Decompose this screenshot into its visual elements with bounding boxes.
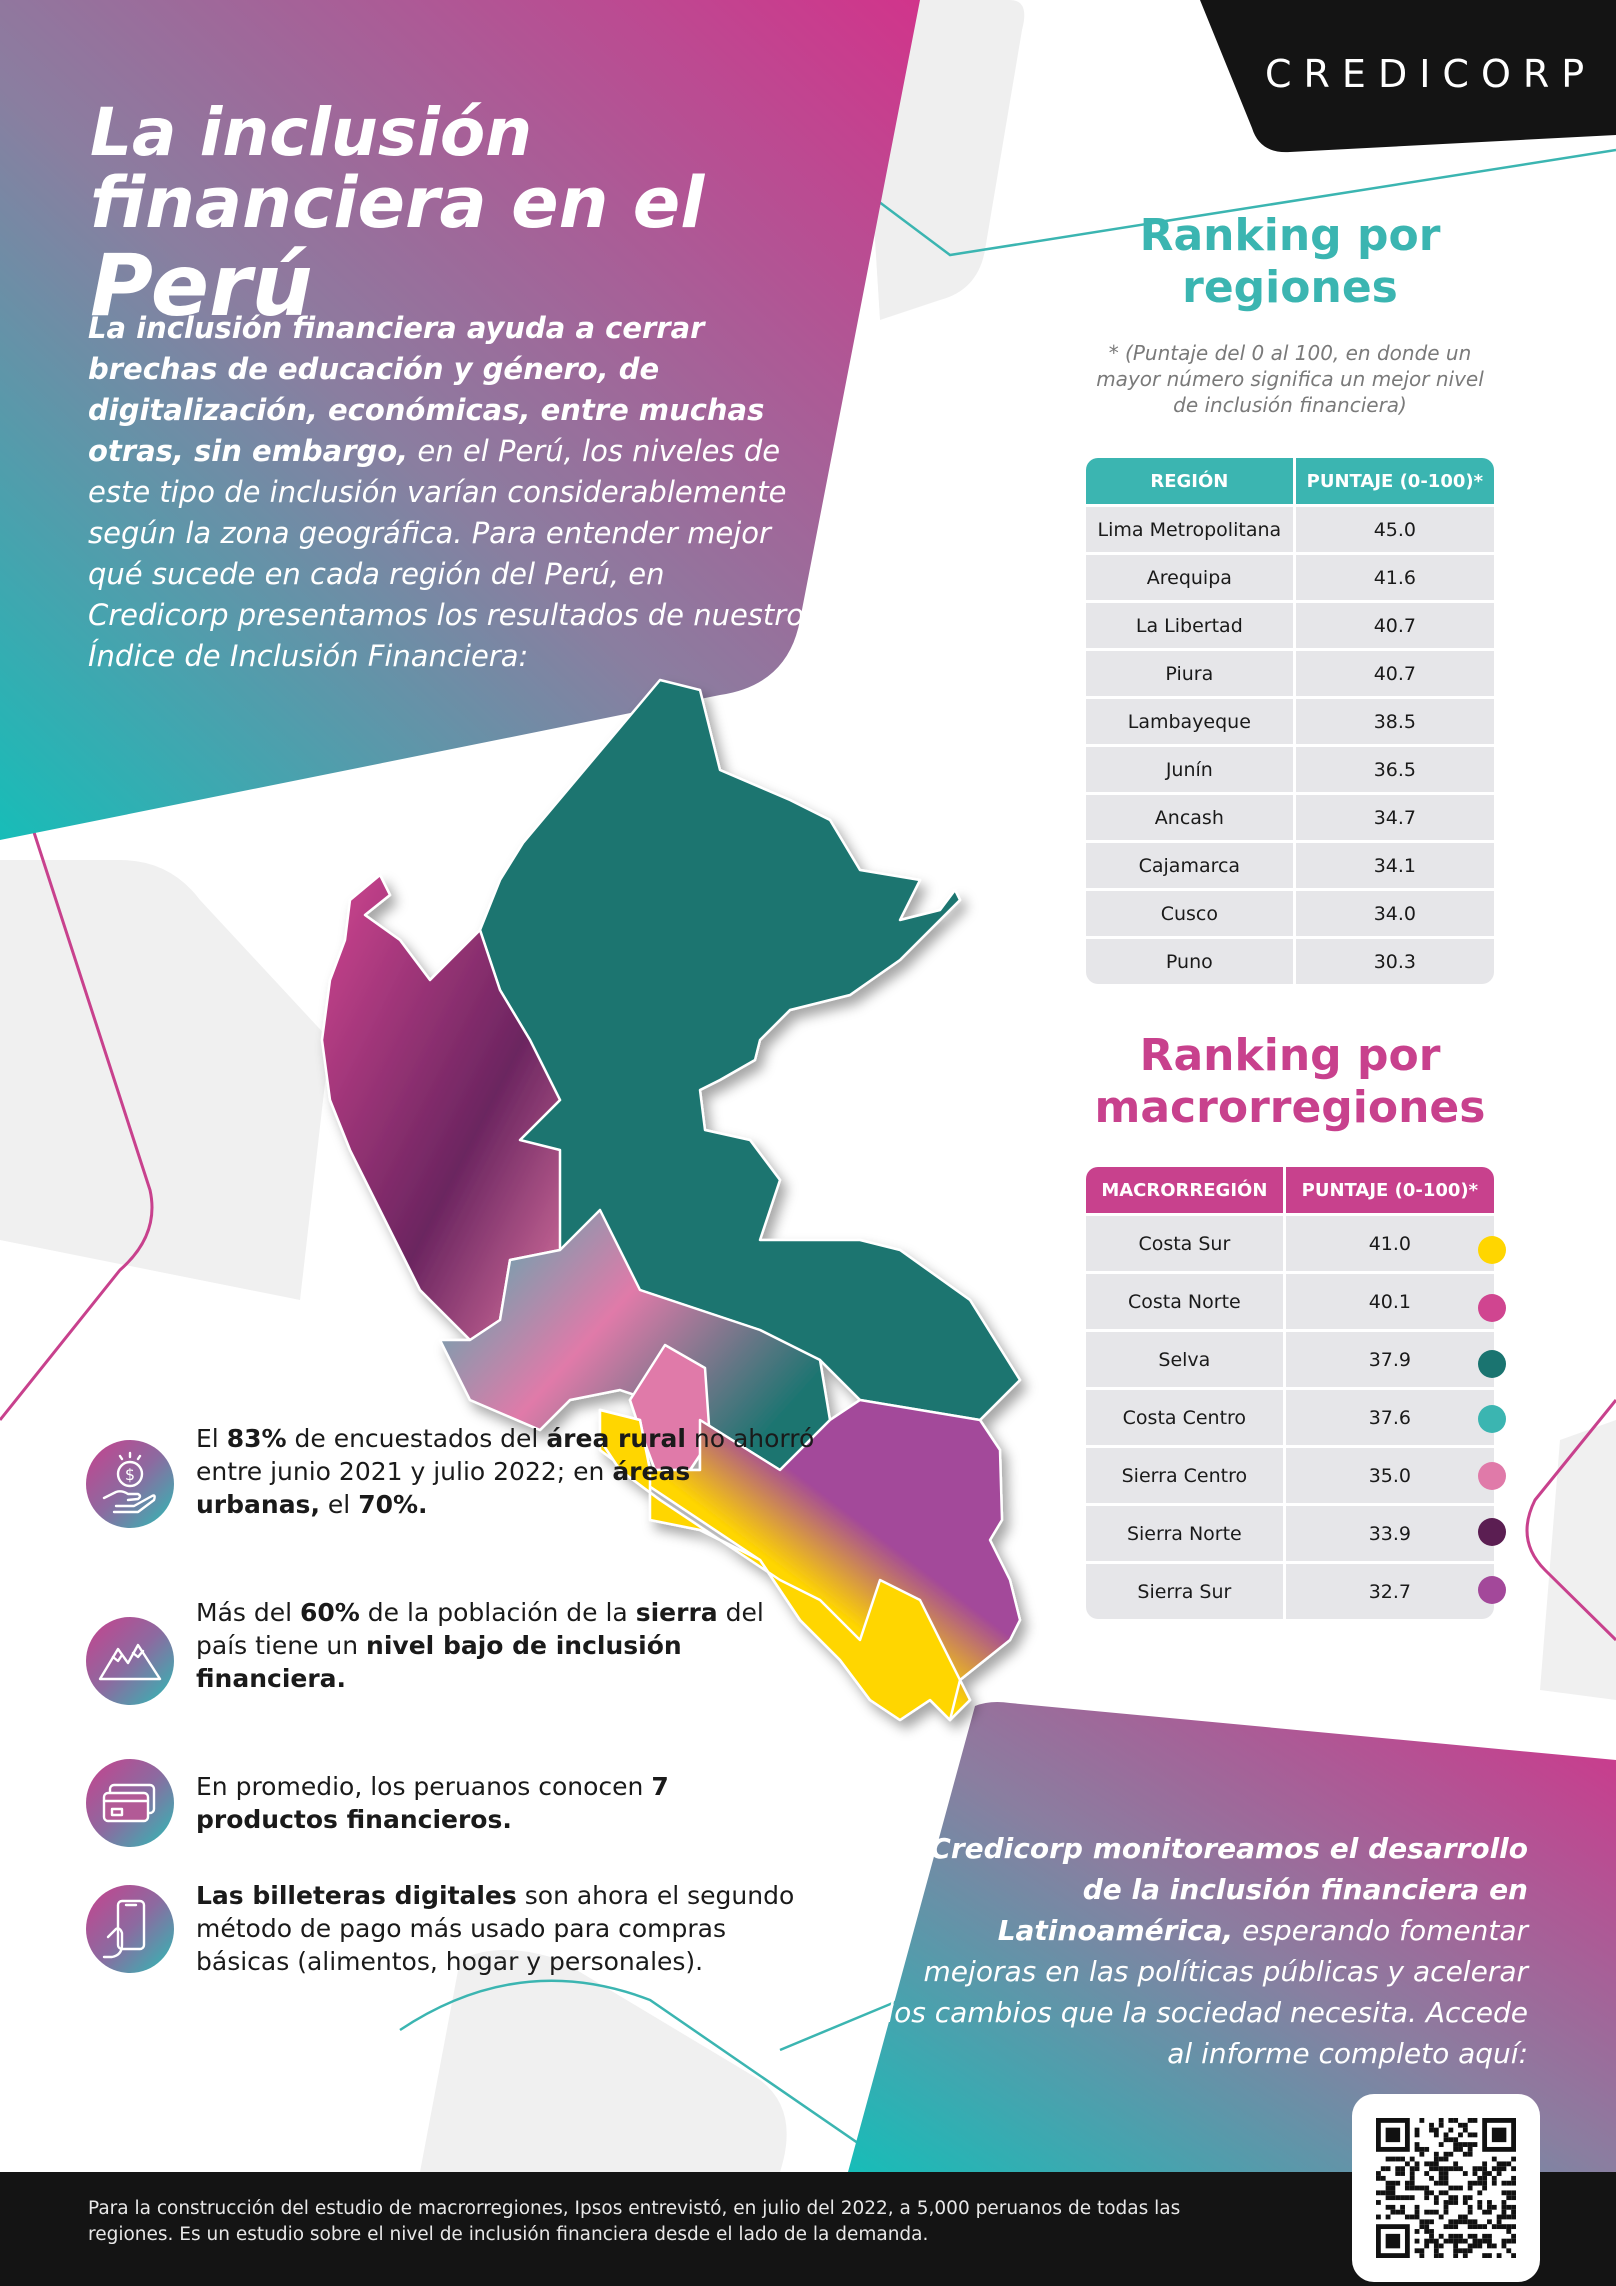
fact1-f: áreas urbanas, [196, 1457, 691, 1519]
table-row [1086, 840, 1494, 888]
table-row [1086, 696, 1494, 744]
macro-score: 41.0 [1286, 1213, 1494, 1271]
macro-score: 33.9 [1286, 1503, 1494, 1561]
fact2-d: sierra [635, 1598, 718, 1627]
region-name: Ancash [1086, 792, 1296, 840]
macro-score: 37.6 [1286, 1387, 1494, 1445]
macro-score: 32.7 [1286, 1561, 1494, 1619]
fact2-c: de la población de la [359, 1598, 636, 1627]
fact1-b: 83% [226, 1424, 287, 1453]
footer-note: Para la construcción del estudio de macrorregiones, Ipsos entrevistó, en julio del 2022, a 5,000 peruanos de todas las regiones. Es un estudio sobre el nivel de inclusión financiera desde el lado de la demanda. [88, 2198, 1181, 2245]
title-line-2 [90, 162, 890, 336]
fact1-h: 70%. [358, 1490, 428, 1519]
region-name: La Libertad [1086, 600, 1296, 648]
legend-dot-sierra-sur [1478, 1576, 1506, 1604]
table-row [1086, 1561, 1494, 1619]
regions-header-score: PUNTAJE (0-100)* [1296, 458, 1494, 504]
macro-name: Costa Centro [1086, 1387, 1286, 1445]
macro-name: Sierra Sur [1086, 1561, 1286, 1619]
table-row [1086, 1213, 1494, 1271]
macro-score: 35.0 [1286, 1445, 1494, 1503]
regions-table [1086, 458, 1494, 984]
fact-sierra-population [196, 1596, 816, 1695]
fact2-b: 60% [300, 1598, 360, 1627]
fact1-d: área rural [546, 1424, 686, 1453]
qr-code[interactable] [1352, 2094, 1540, 2282]
macro-score: 40.1 [1286, 1271, 1494, 1329]
qr-code-icon[interactable] [1376, 2118, 1516, 2258]
region-score: 36.5 [1296, 744, 1494, 792]
macro-name: Costa Norte [1086, 1271, 1286, 1329]
legend-dot-costa-centro [1478, 1405, 1506, 1433]
region-name: Junín [1086, 744, 1296, 792]
region-name: Cajamarca [1086, 840, 1296, 888]
region-name: Arequipa [1086, 552, 1296, 600]
monitor-normal: esperando fomentar mejoras en las políticas públicas y acelerar los cambios que la sociedad necesita. Accede al informe completo aquí: [886, 1914, 1528, 2070]
fact1-g: el [319, 1490, 359, 1519]
region-score: 34.0 [1296, 888, 1494, 936]
legend-dot-sierra-centro [1478, 1462, 1506, 1490]
monitor-paragraph [880, 1828, 1528, 2074]
macro-table [1086, 1167, 1494, 1619]
macro-name: Costa Sur [1086, 1213, 1286, 1271]
title-peru: Perú [90, 235, 313, 336]
legend-dot-costa-sur [1478, 1236, 1506, 1264]
legend-dot-sierra-norte [1478, 1518, 1506, 1546]
svg-text:$: $ [124, 1465, 136, 1484]
credit-card-icon [86, 1759, 174, 1847]
fact-financial-products [196, 1770, 816, 1836]
ranking-macro-title: Ranking por macrorregiones [1094, 1030, 1486, 1133]
peru-map [319, 680, 1020, 1720]
region-name: Puno [1086, 936, 1296, 984]
table-row [1086, 1445, 1494, 1503]
table-row [1086, 600, 1494, 648]
table-row [1086, 552, 1494, 600]
fact2-f: nivel bajo de inclusión financiera. [196, 1631, 682, 1693]
table-row [1086, 1387, 1494, 1445]
region-score: 38.5 [1296, 696, 1494, 744]
fact1-e: no ahorró entre junio 2021 y julio 2022; en [196, 1424, 815, 1486]
table-row [1086, 1503, 1494, 1561]
page-title [90, 94, 890, 336]
fact3-b: 7 productos financieros. [196, 1772, 669, 1834]
table-row [1086, 888, 1494, 936]
ranking-note: * (Puntaje del 0 al 100, en donde un mayor número significa un mejor nivel de inclusión financiera) [1096, 341, 1484, 417]
macro-score: 37.9 [1286, 1329, 1494, 1387]
fact2-e: del país tiene un [196, 1598, 764, 1660]
fact4-a: Las billeteras digitales [196, 1881, 517, 1910]
table-row [1086, 744, 1494, 792]
intro-normal: en el Perú, los niveles de este tipo de inclusión varían considerablemente según la zona geográfica. Para entender mejor qué sucede en cada región del Perú, en Credicorp presentamos los resultados de nuestro Índice de Inclusión Financiera: [88, 434, 804, 673]
table-row [1086, 792, 1494, 840]
credicorp-logo: CREDICORP [1265, 52, 1597, 96]
fact-rural-savings [196, 1422, 816, 1521]
regions-header-region: REGIÓN [1086, 458, 1296, 504]
macro-name: Sierra Centro [1086, 1445, 1286, 1503]
table-row [1086, 1329, 1494, 1387]
region-score: 34.7 [1296, 792, 1494, 840]
table-row [1086, 936, 1494, 984]
fact2-a: Más del [196, 1598, 301, 1627]
macro-name: Selva [1086, 1329, 1286, 1387]
table-row [1086, 648, 1494, 696]
region-name: Piura [1086, 648, 1296, 696]
region-score: 30.3 [1296, 936, 1494, 984]
phone-wallet-icon [86, 1885, 174, 1973]
region-score: 40.7 [1296, 648, 1494, 696]
intro-bold: La inclusión financiera ayuda a cerrar brechas de educación y género, de digitalización, económicas, entre muchas otras, sin embargo, [88, 311, 765, 468]
table-row [1086, 1271, 1494, 1329]
mountain-icon [86, 1617, 174, 1705]
title-line-2-text: financiera en el [90, 162, 705, 245]
region-name: Cusco [1086, 888, 1296, 936]
macro-name: Sierra Norte [1086, 1503, 1286, 1561]
title-line-1: La inclusión [90, 94, 533, 171]
region-score: 34.1 [1296, 840, 1494, 888]
legend-dot-selva [1478, 1350, 1506, 1378]
fact-digital-wallets [196, 1879, 816, 1978]
monitor-bold: En Credicorp monitoreamos el desarrollo de la inclusión financiera en Latinoamérica, [881, 1832, 1528, 1947]
fact3-a: En promedio, los peruanos conocen [196, 1772, 652, 1801]
table-row [1086, 504, 1494, 552]
region-name: Lambayeque [1086, 696, 1296, 744]
fact4-b: son ahora el segundo método de pago más usado para compras básicas (alimentos, hogar y personales). [196, 1881, 795, 1976]
fact1-a: El [196, 1424, 227, 1453]
region-score: 40.7 [1296, 600, 1494, 648]
money-hand-icon [86, 1440, 174, 1528]
intro-paragraph [88, 308, 808, 677]
region-name: Lima Metropolitana [1086, 504, 1296, 552]
macro-header-score: PUNTAJE (0-100)* [1286, 1167, 1494, 1213]
region-score: 41.6 [1296, 552, 1494, 600]
ranking-regions-title: Ranking por regiones [1139, 210, 1441, 313]
region-score: 45.0 [1296, 504, 1494, 552]
macro-header-region: MACRORREGIÓN [1086, 1167, 1286, 1213]
legend-dot-costa-norte [1478, 1294, 1506, 1322]
fact1-c: de encuestados del [286, 1424, 547, 1453]
